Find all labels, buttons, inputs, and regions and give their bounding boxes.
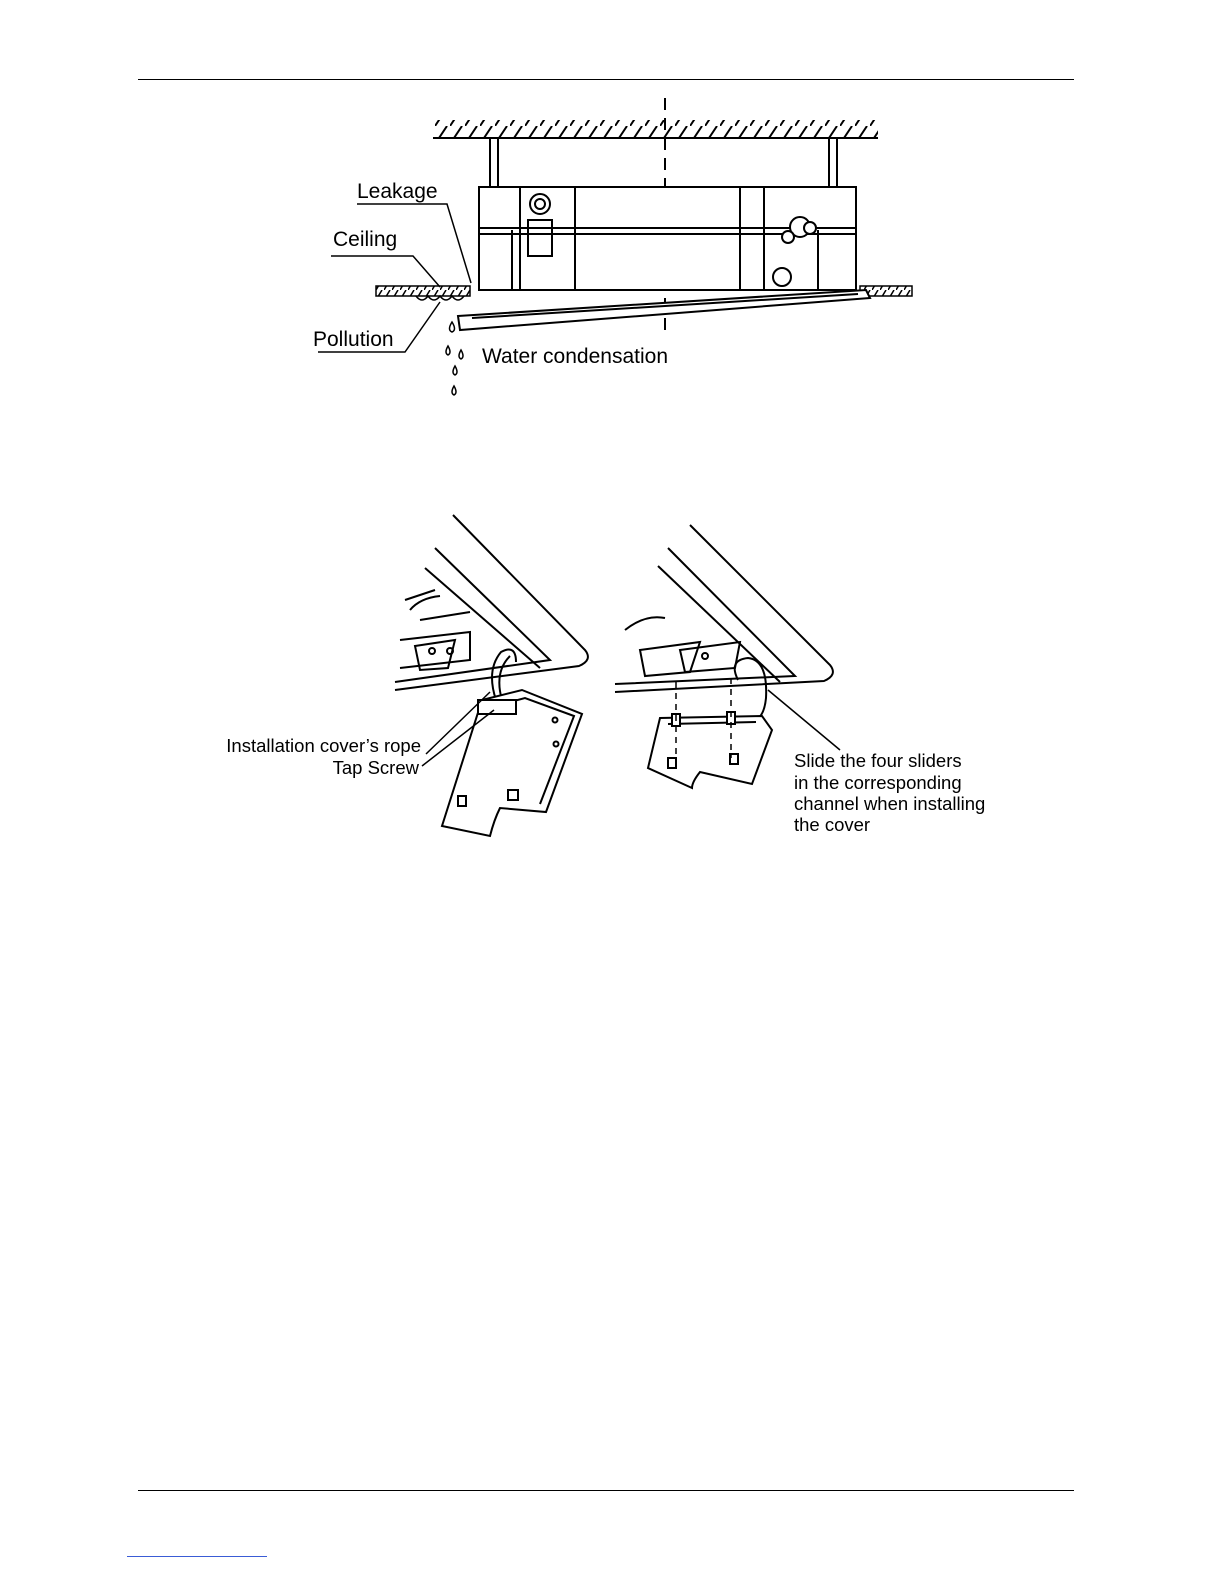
label-slide-line-2: in the corresponding — [794, 772, 962, 793]
figure-cover-installation — [0, 505, 1224, 855]
label-slide-line-3: channel when installing — [794, 793, 986, 814]
left-panel-corner — [395, 515, 588, 690]
left-cover-plate — [442, 690, 582, 836]
right-cover-rope — [735, 658, 767, 720]
label-ceiling: Ceiling — [333, 228, 398, 251]
figure-leakage-diagram — [0, 90, 1224, 410]
overhead-slab — [433, 120, 878, 138]
label-water-condensation: Water condensation — [482, 345, 668, 368]
footer-link-underline[interactable] — [127, 1556, 267, 1557]
indoor-unit-body — [479, 187, 856, 290]
right-cover-plate — [648, 712, 772, 788]
water-drops — [446, 322, 463, 395]
right-panel-corner — [615, 525, 833, 692]
header-rule — [138, 79, 1074, 80]
label-leakage: Leakage — [357, 180, 438, 203]
label-slide-line-4: the cover — [794, 814, 871, 835]
label-installation-cover-rope: Installation cover’s rope — [226, 735, 421, 756]
ceiling-panel-left — [376, 286, 470, 296]
label-tap-screw: Tap Screw — [332, 757, 419, 778]
footer-rule — [138, 1490, 1074, 1491]
label-slide-line-1: Slide the four sliders — [794, 750, 962, 771]
label-pollution: Pollution — [313, 328, 394, 351]
